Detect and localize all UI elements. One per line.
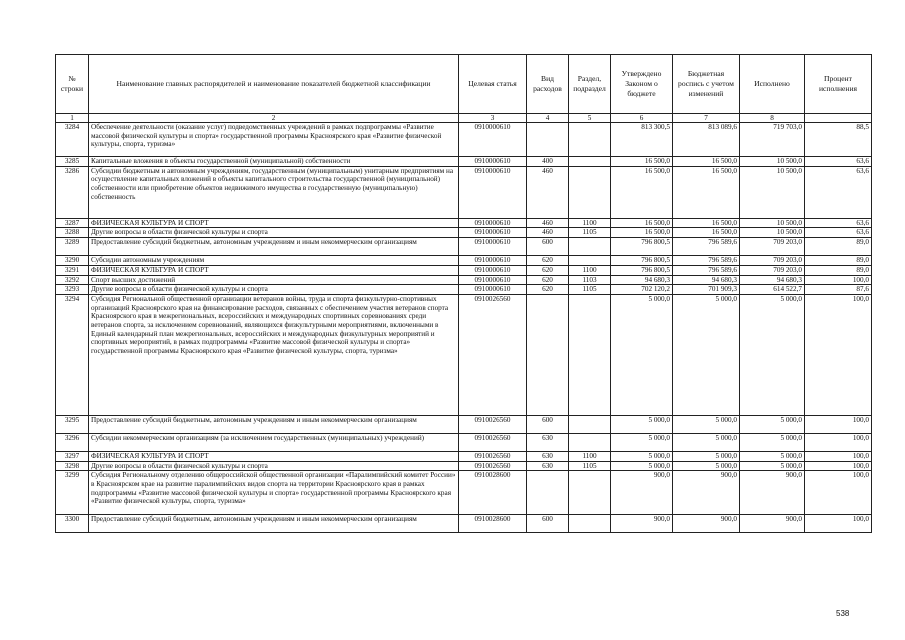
header-approved: Утверждено Законом о бюджете bbox=[611, 55, 673, 114]
section-cell bbox=[569, 515, 611, 533]
target-article-cell: 0910026560 bbox=[459, 451, 527, 461]
table-row bbox=[56, 461, 872, 471]
execution-percent-cell: 89,0 bbox=[805, 265, 872, 275]
table-row bbox=[56, 265, 872, 275]
budget-list-amount-cell: 16 500,0 bbox=[673, 218, 740, 228]
budget-list-amount-cell: 5 000,0 bbox=[673, 451, 740, 461]
approved-amount-cell: 16 500,0 bbox=[611, 166, 673, 218]
expense-type-cell: 620 bbox=[527, 265, 569, 275]
target-article-cell: 0910000610 bbox=[459, 265, 527, 275]
budget-report-sheet bbox=[55, 54, 871, 533]
approved-amount-cell: 5 000,0 bbox=[611, 451, 673, 461]
executed-amount-cell: 719 703,0 bbox=[740, 123, 805, 157]
budget-list-amount-cell: 5 000,0 bbox=[673, 415, 740, 433]
target-article-cell: 0910000610 bbox=[459, 238, 527, 256]
executed-amount-cell: 709 203,0 bbox=[740, 256, 805, 266]
target-article-cell: 0910000610 bbox=[459, 275, 527, 285]
executed-amount-cell: 10 500,0 bbox=[740, 218, 805, 228]
header-percent: Процент исполнения bbox=[805, 55, 872, 114]
section-cell: 1105 bbox=[569, 285, 611, 295]
expense-type-cell bbox=[527, 123, 569, 157]
table-row bbox=[56, 238, 872, 256]
row-number-cell: 3284 bbox=[56, 123, 89, 157]
column-number-cell bbox=[805, 114, 872, 123]
row-name-cell: Субсидия Региональной общественной организации ветеранов войны, труда и спорта физкультурно-спортивных организаций Красноярского края на финансирование расходов, связанных с обеспечением участия ветеранов спорта Красноярского края в межрегиональных, всероссийских и международных спортивных соревнованиях среди ветеранов спорта, за исключением соревнований, являющихся физкультурными мероприятиями, включенными в Единый календарный план межрегиональных, всероссийских и международных физкультурных мероприятий и спортивных мероприятий, в рамках подпрограммы «Развитие массовой физической культуры и спорта» государственной программы Красноярского края «Развитие физической культуры, спорта, туризма» bbox=[89, 294, 459, 415]
budget-list-amount-cell: 16 500,0 bbox=[673, 228, 740, 238]
expense-type-cell: 460 bbox=[527, 166, 569, 218]
row-number-cell: 3287 bbox=[56, 218, 89, 228]
section-cell: 1100 bbox=[569, 265, 611, 275]
section-cell bbox=[569, 123, 611, 157]
target-article-cell: 0910000610 bbox=[459, 123, 527, 157]
row-number-cell: 3296 bbox=[56, 433, 89, 451]
header-section: Раздел, подраздел bbox=[569, 55, 611, 114]
approved-amount-cell: 702 120,2 bbox=[611, 285, 673, 295]
row-number-cell: 3290 bbox=[56, 256, 89, 266]
column-number-cell: 1 bbox=[56, 114, 89, 123]
header-executed: Исполнено bbox=[740, 55, 805, 114]
target-article-cell: 0910000610 bbox=[459, 218, 527, 228]
table-row bbox=[56, 415, 872, 433]
expense-type-cell: 630 bbox=[527, 461, 569, 471]
executed-amount-cell: 94 680,3 bbox=[740, 275, 805, 285]
budget-list-amount-cell: 813 089,6 bbox=[673, 123, 740, 157]
table-row bbox=[56, 294, 872, 415]
row-name-cell: Капитальные вложения в объекты государственной (муниципальной) собственности bbox=[89, 157, 459, 167]
header-budget-list: Бюджетная роспись с учетом изменений bbox=[673, 55, 740, 114]
table-row bbox=[56, 218, 872, 228]
expense-type-cell: 620 bbox=[527, 275, 569, 285]
column-number-cell: 7 bbox=[673, 114, 740, 123]
approved-amount-cell: 16 500,0 bbox=[611, 228, 673, 238]
section-cell: 1105 bbox=[569, 461, 611, 471]
expense-type-cell bbox=[527, 294, 569, 415]
budget-list-amount-cell: 5 000,0 bbox=[673, 433, 740, 451]
approved-amount-cell: 5 000,0 bbox=[611, 415, 673, 433]
column-number-cell: 4 bbox=[527, 114, 569, 123]
expense-type-cell bbox=[527, 471, 569, 515]
budget-list-amount-cell: 796 589,6 bbox=[673, 265, 740, 275]
approved-amount-cell: 16 500,0 bbox=[611, 218, 673, 228]
row-number-cell: 3292 bbox=[56, 275, 89, 285]
approved-amount-cell: 796 800,5 bbox=[611, 238, 673, 256]
approved-amount-cell: 5 000,0 bbox=[611, 294, 673, 415]
executed-amount-cell: 5 000,0 bbox=[740, 294, 805, 415]
execution-percent-cell: 100,0 bbox=[805, 294, 872, 415]
row-number-cell: 3298 bbox=[56, 461, 89, 471]
executed-amount-cell: 5 000,0 bbox=[740, 415, 805, 433]
executed-amount-cell: 709 203,0 bbox=[740, 265, 805, 275]
row-name-cell: Предоставление субсидий бюджетным, автономным учреждениям и иным некоммерческим организациям bbox=[89, 415, 459, 433]
page-number: 538 bbox=[836, 609, 850, 618]
approved-amount-cell: 796 800,5 bbox=[611, 256, 673, 266]
row-name-cell: ФИЗИЧЕСКАЯ КУЛЬТУРА И СПОРТ bbox=[89, 218, 459, 228]
execution-percent-cell: 100,0 bbox=[805, 461, 872, 471]
row-number-cell: 3299 bbox=[56, 471, 89, 515]
target-article-cell: 0910000610 bbox=[459, 228, 527, 238]
table-row bbox=[56, 166, 872, 218]
row-number-cell: 3294 bbox=[56, 294, 89, 415]
budget-list-amount-cell: 701 909,3 bbox=[673, 285, 740, 295]
expense-type-cell: 600 bbox=[527, 238, 569, 256]
table-row bbox=[56, 515, 872, 533]
row-name-cell: Предоставление субсидий бюджетным, автономным учреждениям и иным некоммерческим организациям bbox=[89, 515, 459, 533]
budget-list-amount-cell: 5 000,0 bbox=[673, 461, 740, 471]
target-article-cell: 0910026560 bbox=[459, 415, 527, 433]
target-article-cell: 0910028600 bbox=[459, 471, 527, 515]
executed-amount-cell: 709 203,0 bbox=[740, 238, 805, 256]
section-cell: 1100 bbox=[569, 218, 611, 228]
budget-list-amount-cell: 16 500,0 bbox=[673, 166, 740, 218]
section-cell: 1103 bbox=[569, 275, 611, 285]
row-number-cell: 3289 bbox=[56, 238, 89, 256]
executed-amount-cell: 10 500,0 bbox=[740, 157, 805, 167]
row-name-cell: Субсидии автономным учреждениям bbox=[89, 256, 459, 266]
budget-list-amount-cell: 900,0 bbox=[673, 515, 740, 533]
table-row bbox=[56, 256, 872, 266]
table-row bbox=[56, 433, 872, 451]
row-name-cell: Обеспечение деятельности (оказание услуг) подведомственных учреждений в рамках подпрограммы «Развитие массовой физической культуры и спорта» государственной программы Красноярского края «Развитие физической культуры, спорта, туризма» bbox=[89, 123, 459, 157]
execution-percent-cell: 89,0 bbox=[805, 238, 872, 256]
execution-percent-cell: 100,0 bbox=[805, 415, 872, 433]
section-cell: 1100 bbox=[569, 451, 611, 461]
approved-amount-cell: 5 000,0 bbox=[611, 433, 673, 451]
column-number-row bbox=[56, 114, 872, 123]
executed-amount-cell: 10 500,0 bbox=[740, 228, 805, 238]
section-cell bbox=[569, 166, 611, 218]
budget-list-amount-cell: 5 000,0 bbox=[673, 294, 740, 415]
table-row bbox=[56, 275, 872, 285]
section-cell bbox=[569, 415, 611, 433]
execution-percent-cell: 63,6 bbox=[805, 157, 872, 167]
target-article-cell: 0910000610 bbox=[459, 285, 527, 295]
header-expense-type: Вид расходов bbox=[527, 55, 569, 114]
section-cell bbox=[569, 256, 611, 266]
budget-list-amount-cell: 94 680,3 bbox=[673, 275, 740, 285]
executed-amount-cell: 900,0 bbox=[740, 515, 805, 533]
execution-percent-cell: 63,6 bbox=[805, 228, 872, 238]
header-row bbox=[56, 55, 872, 114]
row-name-cell: Другие вопросы в области физической культуры и спорта bbox=[89, 228, 459, 238]
row-number-cell: 3288 bbox=[56, 228, 89, 238]
row-name-cell: Предоставление субсидий бюджетным, автономным учреждениям и иным некоммерческим организациям bbox=[89, 238, 459, 256]
expense-type-cell: 620 bbox=[527, 256, 569, 266]
target-article-cell: 0910028600 bbox=[459, 515, 527, 533]
row-name-cell: Субсидии некоммерческим организациям (за исключением государственных (муниципальных) учреждений) bbox=[89, 433, 459, 451]
table-row bbox=[56, 228, 872, 238]
header-name: Наименование главных распорядителей и наименование показателей бюджетной классификации bbox=[89, 55, 459, 114]
target-article-cell: 0910000610 bbox=[459, 256, 527, 266]
approved-amount-cell: 16 500,0 bbox=[611, 157, 673, 167]
approved-amount-cell: 813 300,5 bbox=[611, 123, 673, 157]
approved-amount-cell: 900,0 bbox=[611, 515, 673, 533]
column-number-cell: 3 bbox=[459, 114, 527, 123]
section-cell bbox=[569, 433, 611, 451]
column-number-cell: 2 bbox=[89, 114, 459, 123]
expense-type-cell: 400 bbox=[527, 157, 569, 167]
execution-percent-cell: 63,6 bbox=[805, 218, 872, 228]
target-article-cell: 0910026560 bbox=[459, 294, 527, 415]
column-number-cell: 8 bbox=[740, 114, 805, 123]
section-cell bbox=[569, 471, 611, 515]
expense-type-cell: 600 bbox=[527, 415, 569, 433]
execution-percent-cell: 100,0 bbox=[805, 515, 872, 533]
row-name-cell: ФИЗИЧЕСКАЯ КУЛЬТУРА И СПОРТ bbox=[89, 265, 459, 275]
section-cell bbox=[569, 238, 611, 256]
row-number-cell: 3291 bbox=[56, 265, 89, 275]
budget-table bbox=[55, 54, 872, 533]
table-row bbox=[56, 123, 872, 157]
target-article-cell: 0910000610 bbox=[459, 157, 527, 167]
executed-amount-cell: 5 000,0 bbox=[740, 433, 805, 451]
budget-list-amount-cell: 16 500,0 bbox=[673, 157, 740, 167]
execution-percent-cell: 100,0 bbox=[805, 451, 872, 461]
executed-amount-cell: 614 522,7 bbox=[740, 285, 805, 295]
approved-amount-cell: 900,0 bbox=[611, 471, 673, 515]
row-name-cell: Субсидия Региональному отделению общероссийской общественной организации «Паралимпийский комитет России» в Красноярском крае на развитие паралимпийских видов спорта на территории Красноярского края в рамках подпрограммы «Развитие массовой физической культуры и спорта» государственной программы Красноярского края «Развитие физической культуры, спорта, туризма» bbox=[89, 471, 459, 515]
table-row bbox=[56, 157, 872, 167]
executed-amount-cell: 5 000,0 bbox=[740, 451, 805, 461]
row-name-cell: Другие вопросы в области физической культуры и спорта bbox=[89, 285, 459, 295]
table-row bbox=[56, 471, 872, 515]
table-row bbox=[56, 285, 872, 295]
row-number-cell: 3285 bbox=[56, 157, 89, 167]
expense-type-cell: 630 bbox=[527, 451, 569, 461]
section-cell bbox=[569, 157, 611, 167]
approved-amount-cell: 94 680,3 bbox=[611, 275, 673, 285]
execution-percent-cell: 100,0 bbox=[805, 471, 872, 515]
execution-percent-cell: 63,6 bbox=[805, 166, 872, 218]
executed-amount-cell: 900,0 bbox=[740, 471, 805, 515]
budget-list-amount-cell: 796 589,6 bbox=[673, 256, 740, 266]
expense-type-cell: 600 bbox=[527, 515, 569, 533]
column-number-cell: 5 bbox=[569, 114, 611, 123]
target-article-cell: 0910026560 bbox=[459, 461, 527, 471]
row-number-cell: 3300 bbox=[56, 515, 89, 533]
table-body bbox=[56, 123, 872, 533]
header-target: Целевая статья bbox=[459, 55, 527, 114]
execution-percent-cell: 100,0 bbox=[805, 433, 872, 451]
row-name-cell: Спорт высших достижений bbox=[89, 275, 459, 285]
expense-type-cell: 460 bbox=[527, 218, 569, 228]
row-number-cell: 3297 bbox=[56, 451, 89, 461]
section-cell: 1105 bbox=[569, 228, 611, 238]
execution-percent-cell: 88,5 bbox=[805, 123, 872, 157]
column-number-cell: 6 bbox=[611, 114, 673, 123]
approved-amount-cell: 796 800,5 bbox=[611, 265, 673, 275]
execution-percent-cell: 89,0 bbox=[805, 256, 872, 266]
executed-amount-cell: 10 500,0 bbox=[740, 166, 805, 218]
row-name-cell: Субсидии бюджетным и автономным учреждениям, государственным (муниципальным) унитарным предприятиям на осуществление капитальных вложений в объекты капитального строительства государственной (муниципальной) собственности или приобретение объектов недвижимого имущества в государственную (муниципальную) собственность bbox=[89, 166, 459, 218]
execution-percent-cell: 87,6 bbox=[805, 285, 872, 295]
approved-amount-cell: 5 000,0 bbox=[611, 461, 673, 471]
row-name-cell: Другие вопросы в области физической культуры и спорта bbox=[89, 461, 459, 471]
row-number-cell: 3286 bbox=[56, 166, 89, 218]
target-article-cell: 0910000610 bbox=[459, 166, 527, 218]
row-number-cell: 3293 bbox=[56, 285, 89, 295]
expense-type-cell: 460 bbox=[527, 228, 569, 238]
expense-type-cell: 620 bbox=[527, 285, 569, 295]
budget-list-amount-cell: 900,0 bbox=[673, 471, 740, 515]
table-row bbox=[56, 451, 872, 461]
expense-type-cell: 630 bbox=[527, 433, 569, 451]
header-row-no: № строки bbox=[56, 55, 89, 114]
executed-amount-cell: 5 000,0 bbox=[740, 461, 805, 471]
target-article-cell: 0910026560 bbox=[459, 433, 527, 451]
budget-list-amount-cell: 796 589,6 bbox=[673, 238, 740, 256]
section-cell bbox=[569, 294, 611, 415]
execution-percent-cell: 100,0 bbox=[805, 275, 872, 285]
row-number-cell: 3295 bbox=[56, 415, 89, 433]
row-name-cell: ФИЗИЧЕСКАЯ КУЛЬТУРА И СПОРТ bbox=[89, 451, 459, 461]
